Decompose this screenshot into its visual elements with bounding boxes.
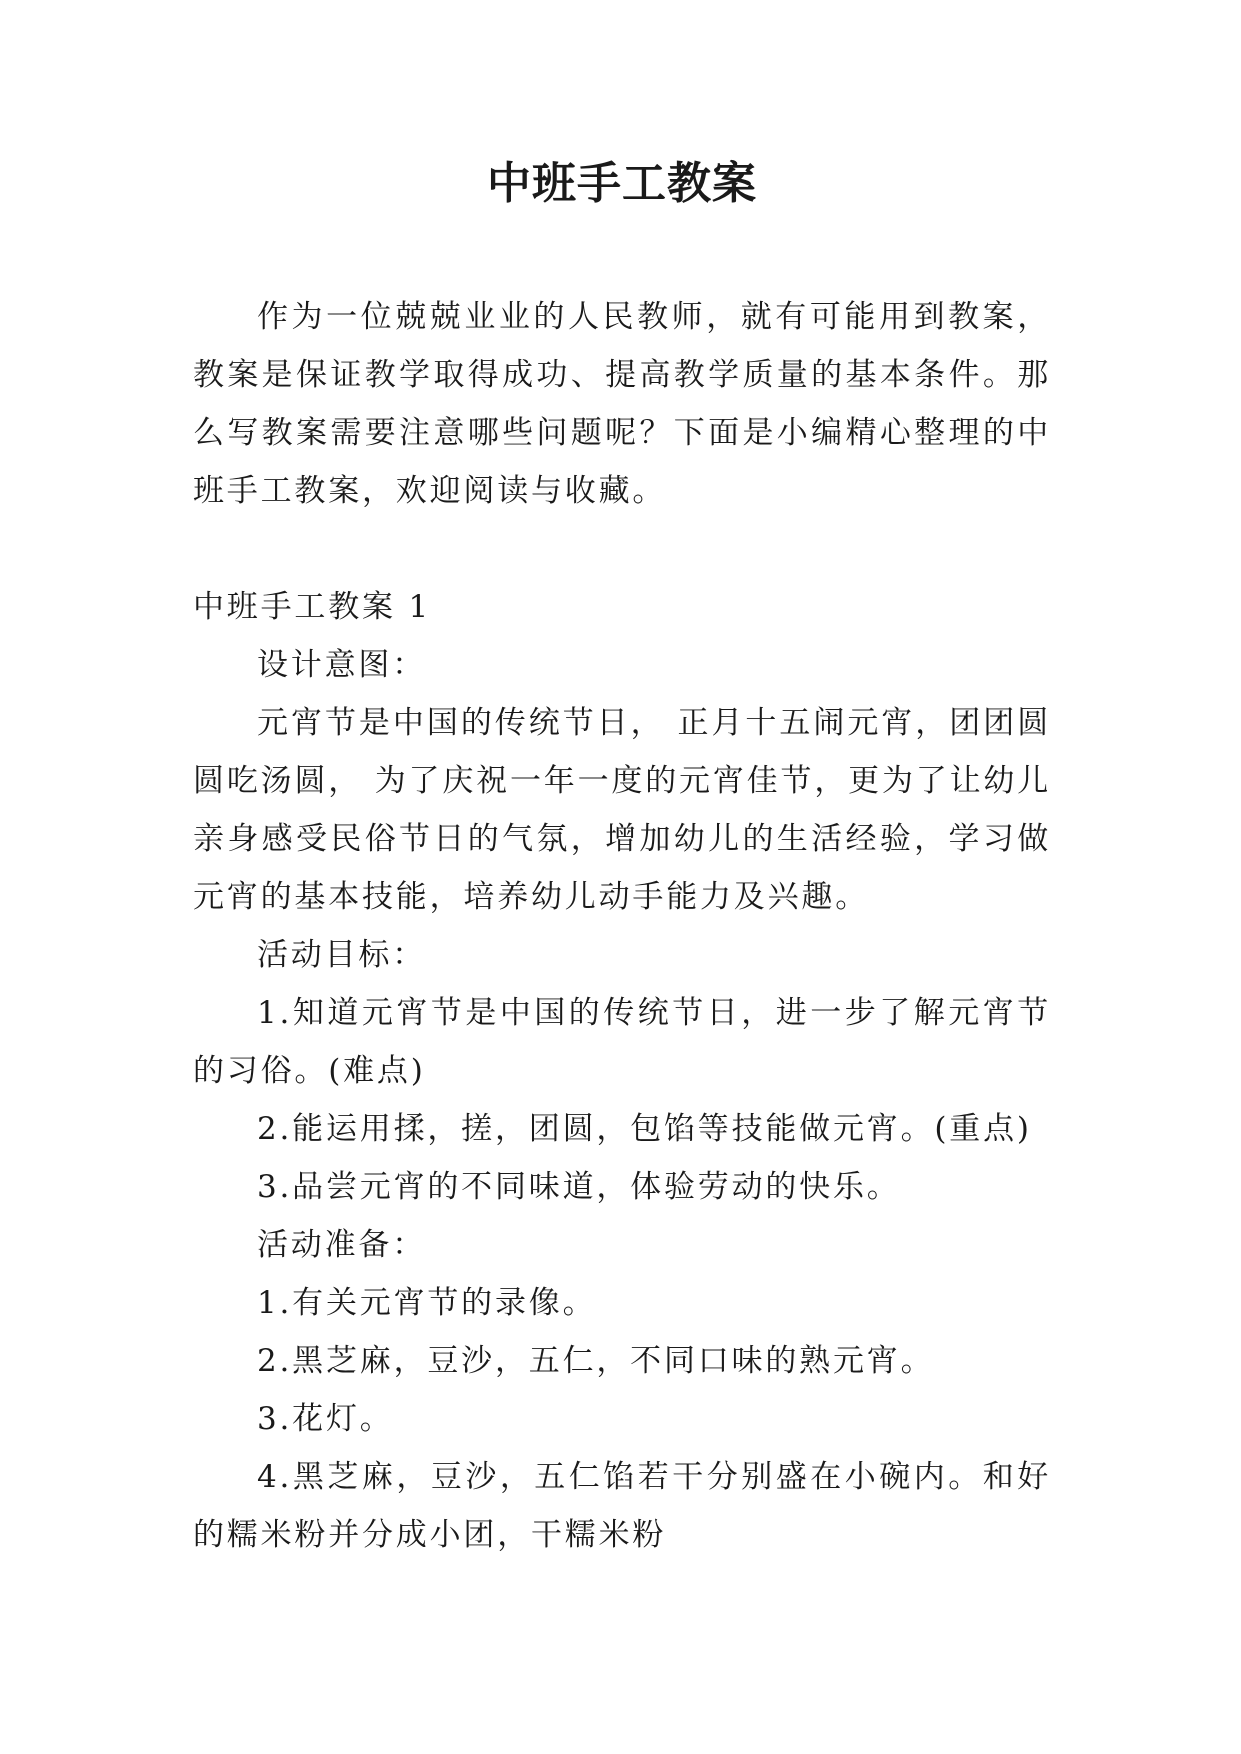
preparation-item: 1.有关元宵节的录像。 [257,1285,597,1321]
document-body [193,288,1051,1564]
design-intent-label: 设计意图： [257,647,426,683]
activity-goals-label: 活动目标： [257,937,426,973]
intro-paragraph: 作为一位兢兢业业的人民教师，就有可能用到教案，教案是保证教学取得成功、提高教学质量的基本条件。那么写教案需要注意哪些问题呢？下面是小编精心整理的中班手工教案，欢迎阅读与收藏。 [193,299,1051,509]
goal-item: 2.能运用揉，搓，团圆，包馅等技能做元宵。(重点) [257,1111,1032,1147]
activity-preparation-label: 活动准备： [257,1227,426,1263]
preparation-item: 3.花灯。 [257,1401,394,1437]
section-heading: 中班手工教案 1 [193,589,431,625]
goal-item: 1.知道元宵节是中国的传统节日，进一步了解元宵节的习俗。(难点) [193,995,1051,1089]
paragraph-spacer [193,520,1051,578]
goal-item: 3.品尝元宵的不同味道，体验劳动的快乐。 [257,1169,901,1205]
design-intent-paragraph: 元宵节是中国的传统节日， 正月十五闹元宵，团团圆圆吃汤圆， 为了庆祝一年一度的元宵佳节，更为了让幼儿亲身感受民俗节日的气氛，增加幼儿的生活经验，学习做元宵的基本技能，培养幼儿动手能力及兴趣。 [193,705,1051,915]
document-title: 中班手工教案 [487,158,757,209]
preparation-item: 4.黑芝麻，豆沙，五仁馅若干分别盛在小碗内。和好的糯米粉并分成小团，干糯米粉 [193,1459,1051,1553]
preparation-item: 2.黑芝麻，豆沙，五仁，不同口味的熟元宵。 [257,1343,935,1379]
